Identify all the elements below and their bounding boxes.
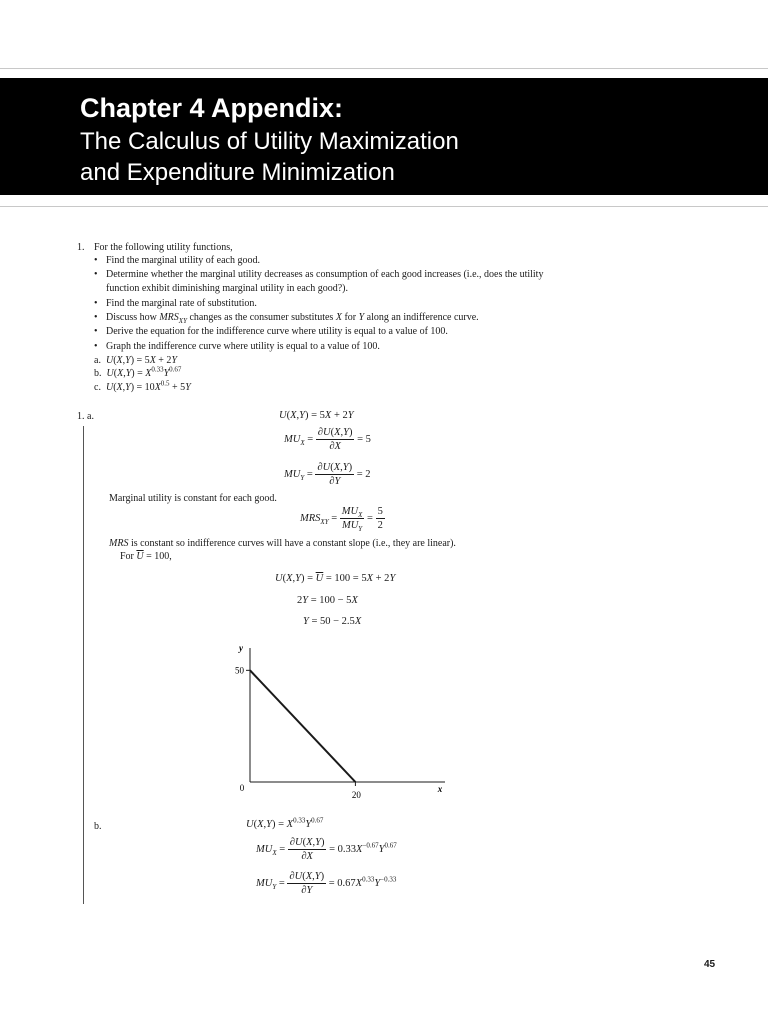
for-u-text: For $\overline{U} = 100$, [120, 551, 172, 562]
equation-indifference-2: 2Y = 100 − 5X [297, 595, 358, 606]
chapter-title: Chapter 4 Appendix: [80, 93, 344, 123]
page-number: 45 [704, 959, 716, 970]
mrs-constant-text: MRS is constant so indifference curves will have a constant slope (i.e., they are linear). [109, 538, 456, 549]
equation-muy-a: $MU_Y$ = $\frac{\partial U(X,Y)}{\partial Y}$ = 2 [284, 462, 371, 487]
part-c: c. $U(X,Y) = 10X^{0.5} + 5Y$ [94, 379, 191, 393]
equation-utility-b: $U(X,Y) = X^{0.33}Y^{0.67}$ [246, 816, 324, 830]
part-a: a. U(X,Y) = 5X + 2Y [94, 355, 177, 366]
equation-mux-b: $MU_X$ = $\frac{\partial U(X,Y)}{\partial X}$ = $0.33X^{-0.67}Y^{0.67}$ [256, 837, 397, 862]
problem-intro: For the following utility functions, [94, 242, 233, 253]
bullet-item: • Graph the indifference curve where utility is equal to a value of 100. [94, 341, 380, 352]
x-tick-label: 20 [351, 790, 361, 800]
bullet-item: • Determine whether the marginal utility decreases as consumption of each good increases (i.e., does the utility [94, 269, 544, 280]
equation-muy-b: $MU_Y$ = $\frac{\partial U(X,Y)}{\partial Y}$ = $0.67X^{0.33}Y^{-0.33}$ [256, 871, 397, 896]
mu-constant-text: Marginal utility is constant for each good. [109, 493, 277, 504]
chapter-subtitle-line-1: The Calculus of Utility Maximization [80, 128, 459, 155]
indifference-curve-line [250, 670, 355, 782]
problem-number: 1. [77, 242, 85, 253]
y-tick-label: 50 [235, 665, 244, 676]
bullet-item: • Find the marginal utility of each good. [94, 255, 260, 266]
solution-label: 1. a. [77, 411, 94, 422]
x-axis-label: x [437, 784, 443, 794]
chapter-subtitle [80, 126, 459, 188]
part-b: b. $U(X,Y) = X^{0.33}Y^{0.67}$ [94, 365, 182, 379]
x-tick-label: 0 [239, 783, 245, 793]
bullet-continuation: function exhibit diminishing marginal utility in each good?). [106, 283, 348, 294]
bullet-item: • Discuss how $MRS_{XY}$ changes as the consumer substitutes X for Y along an indifference curve. [94, 312, 479, 325]
banner-bottom-rule [0, 206, 768, 207]
y-axis-label: y [239, 643, 243, 653]
equation-mrs-a: $MRS_{XY}$ = $\frac{MU_X}{MU_Y}$ = $\frac{5}{2}$ [300, 506, 383, 534]
solution-b-label: b. [94, 821, 102, 832]
top-rule [0, 68, 768, 69]
bullet-item: • Find the marginal rate of substitution. [94, 298, 257, 309]
equation-mux-a: $MU_X$ = $\frac{\partial U(X,Y)}{\partial X}$ = 5 [284, 427, 371, 452]
bullet-item: • Derive the equation for the indifference curve where utility is equal to a value of 100. [94, 326, 448, 337]
indifference-curve-chart [225, 638, 455, 803]
equation-indifference-1: $U(X,Y) = \overline{U} = 100 = 5X + 2Y$ [275, 573, 396, 584]
equation-utility-a: U(X,Y) = 5X + 2Y [279, 410, 354, 421]
equation-indifference-3: Y = 50 − 2.5X [303, 616, 362, 627]
solution-margin-line [83, 426, 84, 904]
chapter-subtitle-line-2: and Expenditure Minimization [80, 159, 395, 186]
